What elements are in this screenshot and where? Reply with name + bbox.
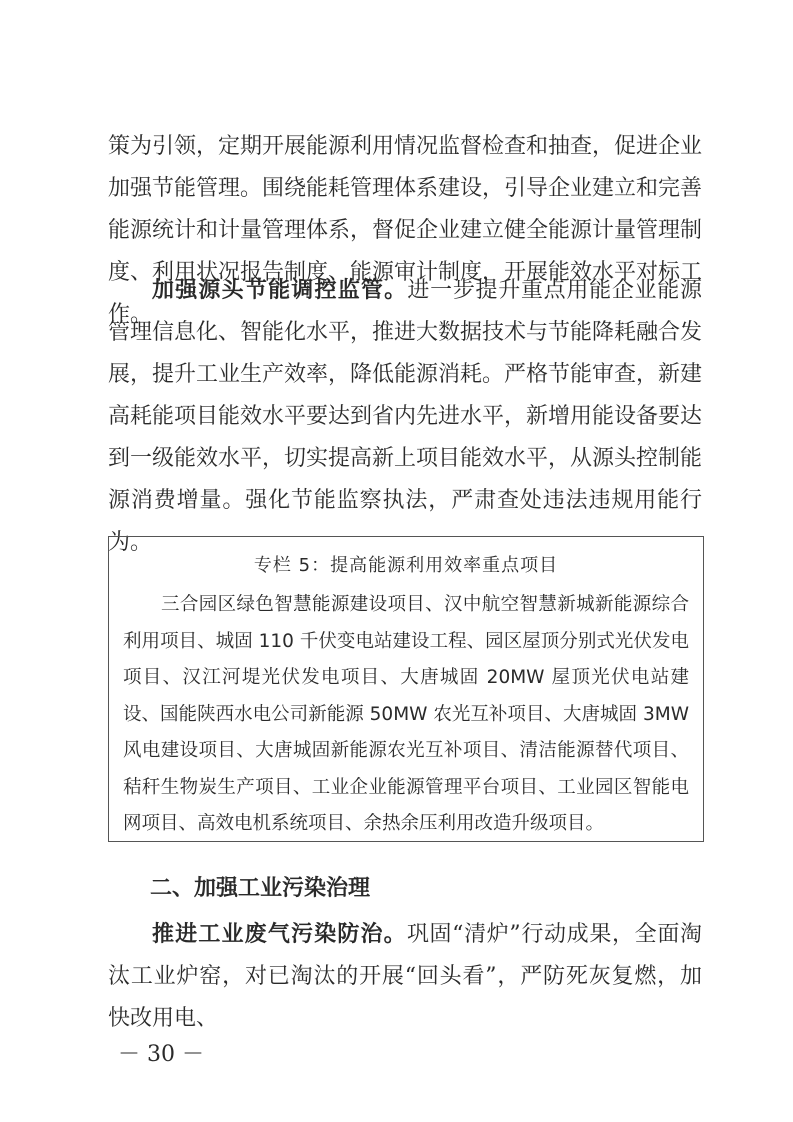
box-text: 三合园区绿色智慧能源建设项目、汉中航空智慧新城新能源综合利用项目、城固 110 千伏变电站建设工程、园区屋顶分别式光伏发电项目、汉江河堤光伏发电项目、大唐城固 20MW 屋顶光伏电站建设、国能陕西水电公司新能源 50MW 农光互补项目、大唐城固 3MW 风电建设项目、大唐城固新能源农光互补项目、清洁能源替代项目、秸秆生物炭生产项目、工业企业能源管理平台项目、工业园区智能电网项目、高效电机系统项目、余热余压利用改造升级项目。 — [123, 594, 689, 834]
paragraph-body: 巩固“清炉”行动成果，全面淘汰工业炉窑，对已淘汰的开展“回头看”，严防死灰复燃，加快改用电、 — [108, 922, 702, 1031]
paragraph-exhaust-gas — [108, 914, 702, 1040]
paragraph-energy-management: 策为引领，定期开展能源利用情况监督检查和抽查，促进企业加强节能管理。围绕能耗管理体系建设，引导企业建立和完善能源统计和计量管理体系，督促企业建立健全能源计量管理制度、利用状况报告制度、能源审计制度，开展能效水平对标工作。 — [108, 134, 703, 327]
paragraph-lead: 加强源头节能调控监管。 — [152, 278, 408, 303]
paragraph-body: 进一步提升重点用能企业能源管理信息化、智能化水平，推进大数据技术与节能降耗融合发展，提升工业生产效率，降低能源消耗。严格节能审查，新建高耗能项目能效水平要达到省内先进水平，新增用能设备要达到一级能效水平，切实提高新上项目能效水平，从源头控制能源消费增量。强化节能监察执法，严肃查处违法违规用能行为。 — [108, 278, 703, 555]
key-projects-box — [108, 536, 704, 842]
paragraph-source-energy-saving — [108, 270, 702, 564]
page-number: － 30 － — [118, 1042, 204, 1067]
box-title: 专栏 5：提高能源利用效率重点项目 — [253, 555, 559, 576]
section-heading: 二、加强工业污染治理 — [150, 876, 371, 901]
paragraph-lead: 推进工业废气污染防治。 — [152, 922, 407, 947]
